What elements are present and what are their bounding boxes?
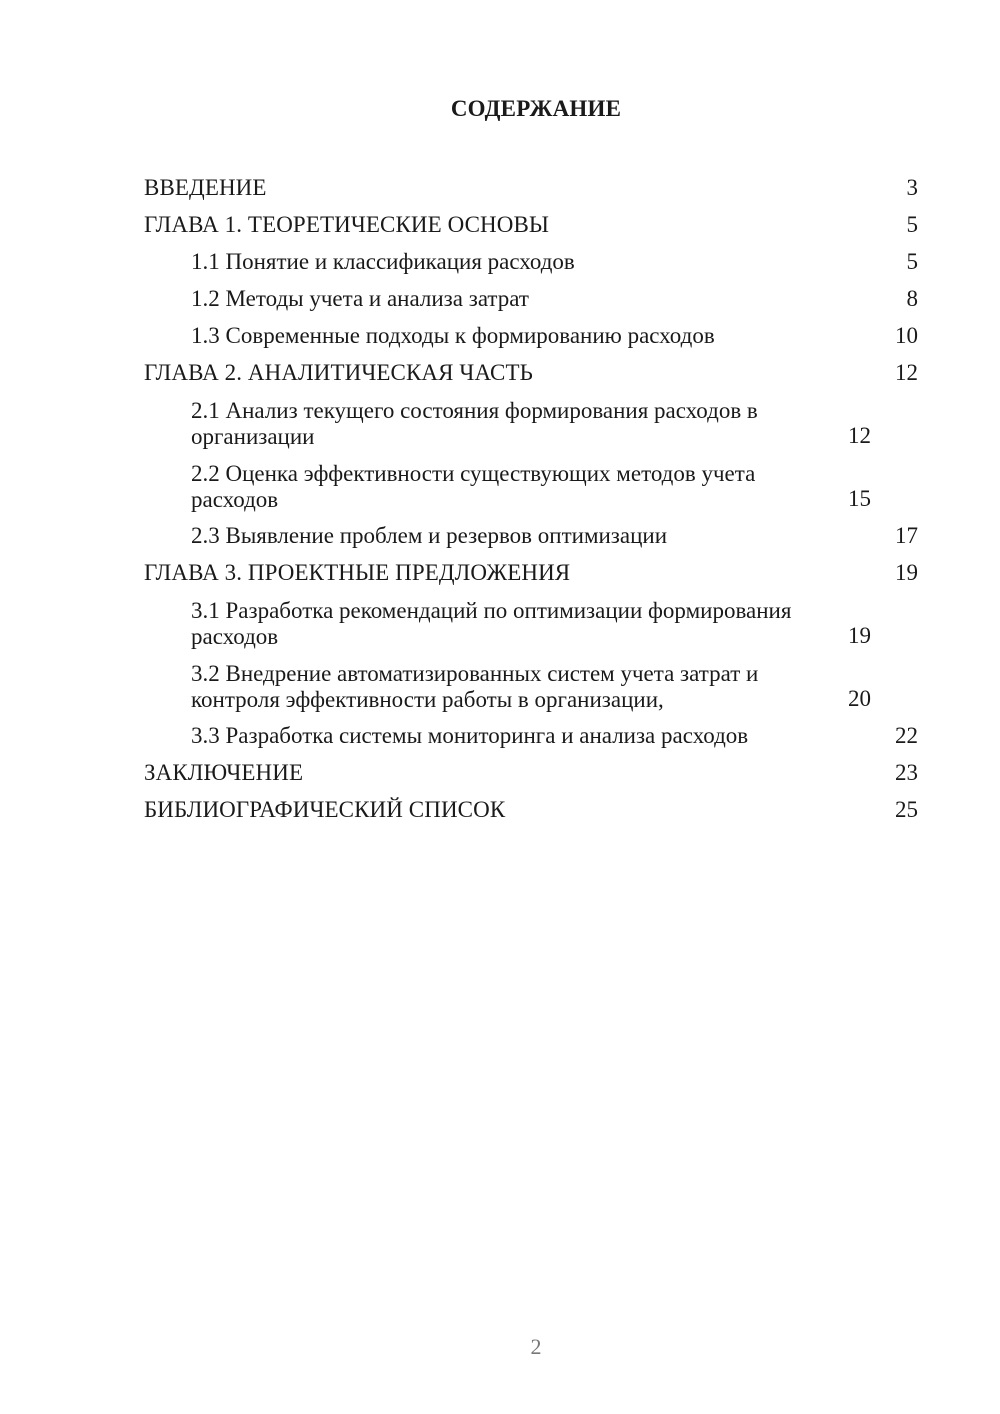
toc-entry-conclusion[interactable]	[144, 755, 918, 792]
toc-entry-chapter-2[interactable]	[144, 355, 918, 392]
toc-entry-label: ГЛАВА 1. ТЕОРЕТИЧЕСКИЕ ОСНОВЫ	[144, 212, 550, 237]
toc-entry-page: 17	[895, 523, 918, 548]
toc-entry-page: 8	[906, 286, 918, 311]
toc-entry-section-2-1[interactable]	[144, 392, 918, 455]
toc-entry-label: ЗАКЛЮЧЕНИЕ	[144, 760, 304, 785]
toc-entry-section-1-2[interactable]	[144, 281, 918, 318]
toc-entry-label: 2.2 Оценка эффективности существующих методов учета расходов	[191, 461, 756, 512]
toc-entry-chapter-1[interactable]	[144, 207, 918, 244]
toc-entry-section-1-3[interactable]	[144, 318, 918, 355]
toc-entry-label: ГЛАВА 3. ПРОЕКТНЫЕ ПРЕДЛОЖЕНИЯ	[144, 560, 571, 585]
toc-entry-label: 1.3 Современные подходы к формированию расходов	[191, 323, 715, 348]
toc-entry-section-3-2[interactable]	[144, 655, 918, 718]
toc-entry-page: 5	[906, 212, 918, 237]
toc-title: СОДЕРЖАНИЕ	[450, 96, 622, 121]
toc-entry-label: ВВЕДЕНИЕ	[144, 175, 267, 200]
page-number: 2	[530, 1334, 542, 1359]
toc-entry-page: 5	[906, 249, 918, 274]
toc-entry-introduction[interactable]	[144, 170, 918, 207]
toc-entry-label: 1.2 Методы учета и анализа затрат	[191, 286, 529, 311]
toc-entry-label: 2.3 Выявление проблем и резервов оптимизации	[191, 523, 668, 548]
toc-entry-label: ГЛАВА 2. АНАЛИТИЧЕСКАЯ ЧАСТЬ	[144, 360, 533, 385]
toc-entry-page: 12	[895, 360, 918, 385]
toc-entry-label: 2.1 Анализ текущего состояния формирования расходов в организации	[191, 398, 758, 449]
toc-entry-page: 19	[895, 560, 918, 585]
toc-entry-label: 3.2 Внедрение автоматизированных систем учета затрат и контроля эффективности работы в организации,	[191, 661, 759, 712]
toc-entry-section-2-3[interactable]	[144, 518, 918, 555]
toc-entry-section-3-1[interactable]	[144, 592, 918, 655]
toc-entry-chapter-3[interactable]	[144, 555, 918, 592]
toc-entry-page: 10	[895, 323, 918, 348]
toc-entry-label: БИБЛИОГРАФИЧЕСКИЙ СПИСОК	[144, 797, 506, 822]
table-of-contents	[144, 170, 918, 829]
toc-entry-page: 25	[895, 797, 918, 822]
toc-entry-label: 3.3 Разработка системы мониторинга и анализа расходов	[191, 723, 749, 748]
toc-entry-page: 15	[848, 486, 871, 511]
toc-entry-section-1-1[interactable]	[144, 244, 918, 281]
toc-entry-section-3-3[interactable]	[144, 718, 918, 755]
toc-entry-page: 22	[895, 723, 918, 748]
toc-entry-page: 23	[895, 760, 918, 785]
toc-entry-label: 3.1 Разработка рекомендаций по оптимизации формирования расходов	[191, 598, 792, 649]
toc-entry-bibliography[interactable]	[144, 792, 918, 829]
toc-entry-label: 1.1 Понятие и классификация расходов	[191, 249, 575, 274]
toc-entry-page: 12	[848, 423, 871, 448]
toc-entry-page: 19	[848, 623, 871, 648]
toc-entry-section-2-2[interactable]	[144, 455, 918, 518]
toc-entry-page: 20	[848, 686, 871, 711]
toc-entry-page: 3	[906, 175, 918, 200]
